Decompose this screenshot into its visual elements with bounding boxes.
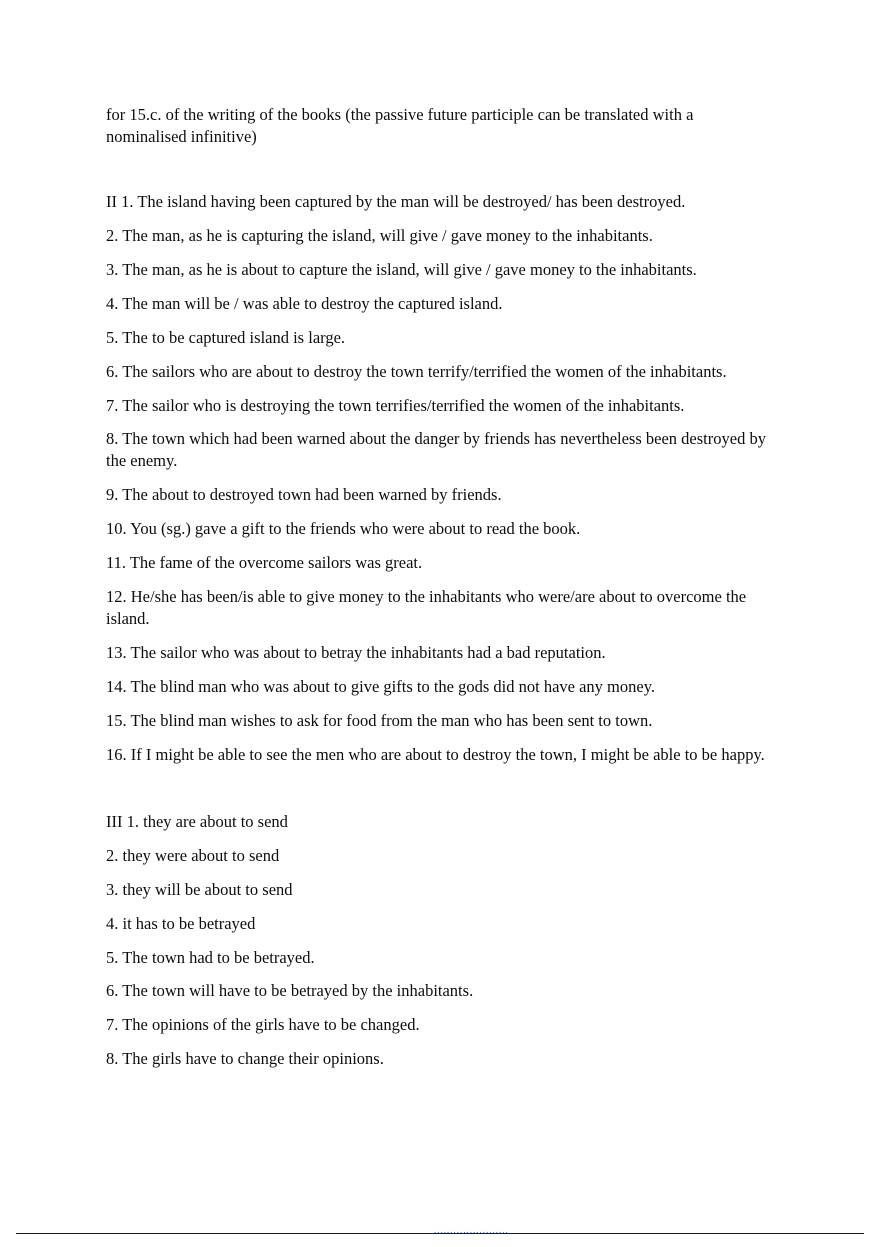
section-II-item-12: 12. He/she has been/is able to give money to the inhabitants who were/are about to overcome the island. bbox=[106, 587, 747, 629]
line-spacer bbox=[106, 247, 774, 259]
line-spacer bbox=[106, 833, 774, 845]
line-spacer bbox=[106, 968, 774, 980]
line-spacer bbox=[106, 281, 774, 293]
section-II-item-11: 11. The fame of the overcome sailors was great. bbox=[106, 553, 423, 573]
line-spacer bbox=[106, 732, 774, 744]
section-III-item-8: 8. The girls have to change their opinions. bbox=[106, 1049, 384, 1069]
line-spacer bbox=[106, 1036, 774, 1048]
line-spacer bbox=[106, 901, 774, 913]
section-II-item-2: 2. The man, as he is capturing the island, will give / gave money to the inhabitants. bbox=[106, 225, 653, 245]
section-III-item-2: 2. they were about to send bbox=[106, 845, 280, 865]
section-II-item-14: 14. The blind man who was about to give gifts to the gods did not have any money. bbox=[106, 676, 656, 696]
document-body bbox=[106, 104, 774, 1070]
line-spacer bbox=[106, 315, 774, 327]
line-spacer bbox=[106, 416, 774, 428]
section-II-item-5: 5. The to be captured island is large. bbox=[106, 327, 346, 347]
continuation-paragraph: for 15.c. of the writing of the books (the passive future participle can be translated with a nominalised infinitive) bbox=[106, 105, 694, 146]
section-III-item-5: 5. The town had to be betrayed. bbox=[106, 947, 315, 967]
line-spacer bbox=[106, 698, 774, 710]
section-spacer bbox=[106, 766, 774, 811]
section-II-item-9: 9. The about to destroyed town had been warned by friends. bbox=[106, 485, 502, 505]
section-II-item-7: 7. The sailor who is destroying the town terrifies/terrified the women of the inhabitants. bbox=[106, 395, 685, 415]
section-II-item-6: 6. The sailors who are about to destroy the town terrify/terrified the women of the inhabitants. bbox=[106, 361, 727, 381]
section-II-item-4: 4. The man will be / was able to destroy the captured island. bbox=[106, 293, 503, 313]
line-spacer bbox=[106, 506, 774, 518]
line-spacer bbox=[106, 213, 774, 225]
line-spacer bbox=[106, 1002, 774, 1014]
line-spacer bbox=[106, 472, 774, 484]
footer-divider bbox=[16, 1233, 864, 1234]
line-spacer bbox=[106, 664, 774, 676]
section-III-item-4: 4. it has to be betrayed bbox=[106, 913, 256, 933]
line-spacer bbox=[106, 935, 774, 947]
section-II-item-16: 16. If I might be able to see the men who are about to destroy the town, I might be able to be happy. bbox=[106, 744, 765, 764]
section-II-item-13: 13. The sailor who was about to betray the inhabitants had a bad reputation. bbox=[106, 643, 606, 662]
section-II-item-3: 3. The man, as he is about to capture the island, will give / gave money to the inhabitants. bbox=[106, 259, 697, 279]
line-spacer bbox=[106, 383, 774, 395]
section-II-item-15: 15. The blind man wishes to ask for food from the man who has been sent to town. bbox=[106, 710, 653, 730]
section-II-item-1: II 1. The island having been captured by the man will be destroyed/ has been destroyed. bbox=[106, 191, 686, 211]
section-III-item-3: 3. they will be about to send bbox=[106, 879, 293, 899]
line-spacer bbox=[106, 574, 774, 586]
section-II-item-8: 8. The town which had been warned about the danger by friends has nevertheless been destroyed by the enemy. bbox=[106, 429, 766, 471]
section-II-item-10: 10. You (sg.) gave a gift to the friends who were about to read the book. bbox=[106, 519, 581, 539]
line-spacer bbox=[106, 867, 774, 879]
footer-dotted-marker: ....................... bbox=[434, 1227, 509, 1233]
line-spacer bbox=[106, 630, 774, 642]
section-III-item-1: III 1. they are about to send bbox=[106, 811, 288, 831]
line-spacer bbox=[106, 540, 774, 552]
section-spacer bbox=[106, 148, 774, 191]
section-III-item-7: 7. The opinions of the girls have to be changed. bbox=[106, 1015, 420, 1035]
line-spacer bbox=[106, 349, 774, 361]
section-III-item-6: 6. The town will have to be betrayed by the inhabitants. bbox=[106, 981, 474, 1001]
